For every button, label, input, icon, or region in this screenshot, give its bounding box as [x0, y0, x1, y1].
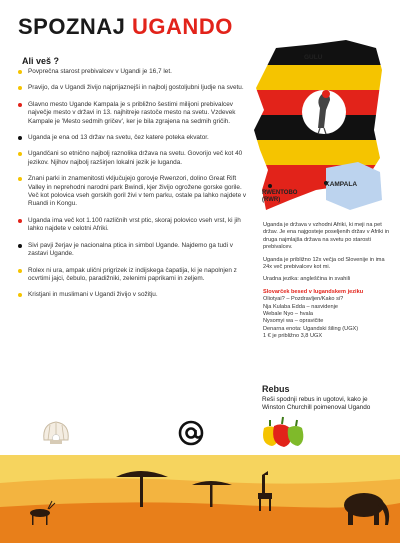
map-label-kampala: KAMPALA: [325, 181, 358, 188]
phrase-item: Webale Nyo – hvala: [263, 311, 313, 318]
bullet-icon: [18, 86, 22, 90]
map-label-rwentobo: RWENTOBO (RWR): [262, 190, 298, 203]
phrase-item: Nysomyi wa – opravičite: [263, 318, 324, 325]
rebus-instructions: Reši spodnji rebus in ugotovi, kako je Winston Churchill poimenoval Ugando: [262, 396, 371, 411]
fact-item: Sivi pavji žerjav je nacionalna ptica in simbol Ugande. Najdemo ga tudi v zastavi Ugande.: [18, 242, 248, 259]
facts-list: [18, 68, 248, 308]
currency-item: Denarna enota: Ugandski šiling (UGX): [263, 325, 359, 332]
bullet-icon: [18, 219, 22, 223]
fact-item: Povprečna starost prebivalcev v Ugandi je 16,7 let.: [18, 68, 248, 76]
phrasebook-title: Slovarček besed v lugandskem jeziku: [263, 288, 364, 295]
fact-item: Glavno mesto Ugande Kampala je s približno šestimi milijoni prebivalcev največje mesto v državi in 13. najhitreje rastoče mesto na svetu. Vzdevek Kampale je 'Mesto sedmih gričev', ker je bila zgrajena na sedmih gričih.: [18, 101, 248, 126]
bullet-icon: [18, 269, 22, 273]
fact-item: Znani parki in znamenitosti vključujejo gorovje Rwenzori, dolino Great Rift Valley in neprehodni narodni park Bwindi, kjer živijo ogrožene gorske gorile. Več kot polovica vseh gorskih goril živi v tem parku, ostale pa lahko najdete v Ruandi in Kongu.: [18, 175, 248, 209]
fact-item: Ugandčani so etnično najbolj raznolika država na svetu. Govorijo več kot 40 jezikov. Njihov najbolj razširjen lokalni jezik je luganda.: [18, 150, 248, 167]
phrase-item: Oliotyai? – Pozdravljen/Kako si?: [263, 296, 344, 303]
bullet-icon: [18, 103, 22, 107]
fact-item: Rolex ni ura, ampak ulični prigrizek iz indijskega čapatija, ki je napolnjen z ocvrtimi jajci, čebulo, paradižniki, zelenimi paprikami in zeljem.: [18, 267, 248, 284]
fact-item: Uganda je ena od 13 držav na svetu, čez katere poteka ekvator.: [18, 134, 248, 142]
peppers-icon: [256, 414, 308, 450]
section-heading: Ali veš ?: [22, 56, 60, 66]
map-label-gulu: GULU: [304, 54, 323, 61]
title-word-spoznaj: SPOZNAJ: [18, 14, 126, 39]
info-paragraph: Uganda je približno 12x večja od Slovenije in ima 24x več prebivalcev kot mi.: [263, 256, 385, 271]
bullet-icon: [18, 177, 22, 181]
bullet-icon: [18, 152, 22, 156]
shell-icon: [40, 418, 72, 448]
info-paragraph: Uganda je država v vzhodni Afriki, ki meji na pet držav. Je ena najgosteje poseljenih držav v Afriki in druga najmlajša država na svetu po starosti prebivalcev.: [263, 222, 390, 251]
info-languages: Uradna jezika: angleščina in svahili: [263, 276, 351, 283]
info-panel: [263, 222, 391, 341]
bullet-icon: [18, 244, 22, 248]
bullet-icon: [18, 136, 22, 140]
at-sign-icon: [176, 418, 206, 448]
bullet-icon: [18, 70, 22, 74]
exchange-item: 1 € je približno 3,8 UGX: [263, 333, 323, 340]
savanna-illustration: [0, 455, 400, 543]
rebus-title: Rebus: [262, 384, 290, 394]
fact-item: Uganda ima več kot 1.100 različnih vrst ptic, skoraj polovico vseh vrst, ki jih lahko najdete v celotni Afriki.: [18, 217, 248, 234]
rwentobo-marker: [268, 184, 272, 188]
fact-item: Pravijo, da v Ugandi živijo najprijaznejši in najbolj gostoljubni ljudje na svetu.: [18, 84, 248, 92]
phrase-item: Nja Kulaba Edda – nasvidenje: [263, 303, 338, 310]
title-word-ugando: UGANDO: [132, 14, 233, 39]
page-title: [18, 14, 233, 40]
fact-item: Kristjani in muslimani v Ugandi živijo v sožitju.: [18, 291, 248, 299]
bullet-icon: [18, 293, 22, 297]
